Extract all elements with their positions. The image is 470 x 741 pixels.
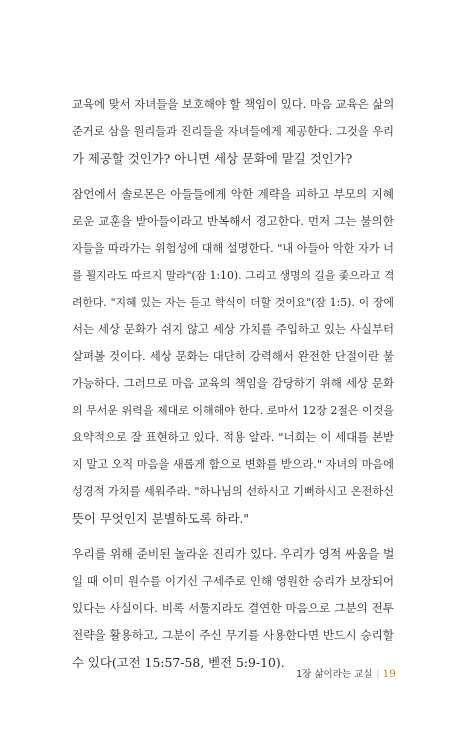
text-line: 를 꾈지라도 따르지 말라"(잠 1:10). 그리고 생명의 길을 좇으라고 격 xyxy=(72,269,395,282)
page-body xyxy=(72,91,394,685)
footer-separator: | xyxy=(376,669,380,680)
text-line: 전략을 활용하고, 그분이 주신 무기를 사용한다면 반드시 승리할 xyxy=(72,628,394,642)
text-line: 준거로 삼을 원리들과 진리들을 자녀들에게 제공한다. 그것을 우리 xyxy=(72,125,394,138)
text-line: 지 말고 오직 마음을 새롭게 함으로 변화를 받으라." 자녀의 마음에 xyxy=(72,458,394,471)
text-line: 수 있다(고전 15:57-58, 벧전 5:9-10). xyxy=(72,655,285,670)
text-line: 잠언에서 솔로몬은 아들들에게 악한 계략을 피하고 부모의 지혜 xyxy=(72,187,394,201)
paragraph-3 xyxy=(72,541,394,676)
paragraph-2 xyxy=(72,181,394,532)
text-line: 가능하다. 그러므로 마음 교육의 책임을 감당하기 위해 세상 문화 xyxy=(72,376,394,390)
text-line: 성경적 가치를 세워주라. "하나님의 선하시고 기뻐하시고 온전하신 xyxy=(72,485,394,498)
text-line: 있다는 사실이다. 비록 서툴지라도 결연한 마음으로 그분의 전투 xyxy=(72,601,394,615)
chapter-title: 1장 삶이라는 교실 xyxy=(296,669,373,680)
text-line: 요약적으로 잘 표현하고 있다. 적용 알라. "너희는 이 세대를 본받 xyxy=(72,430,394,444)
running-footer xyxy=(296,666,396,680)
text-line: 자들을 따라가는 위험성에 대해 설명한다. "내 아들아 악한 자가 너 xyxy=(72,242,394,255)
text-line: 가 제공할 것인가? 아니면 세상 문화에 맡길 것인가? xyxy=(72,151,353,166)
text-line: 려한다. "지혜 있는 자는 듣고 학식이 더할 것이요"(잠 1:5). 이 장에 xyxy=(72,296,394,309)
text-line: 교육에 맞서 자녀들을 보호해야 할 책임이 있다. 마음 교육은 삶의 xyxy=(72,97,395,111)
text-line: 서는 세상 문화가 쉬지 않고 세상 가치를 주입하고 있는 사실부터 xyxy=(72,322,394,336)
page-number: 19 xyxy=(382,668,396,680)
paragraph-1 xyxy=(72,91,394,172)
text-line: 의 무서운 위력을 제대로 이해해야 한다. 로마서 12장 2절은 이것을 xyxy=(72,404,394,417)
text-line: 살펴볼 것이다. 세상 문화는 대단히 강력해서 완전한 단절이란 불 xyxy=(72,349,394,363)
text-line: 우리를 위해 준비된 놀라운 진리가 있다. 우리가 영적 싸움을 벌 xyxy=(72,547,395,561)
text-line: 일 때 이미 원수를 이기신 구세주로 인해 영원한 승리가 보장되어 xyxy=(72,574,394,588)
text-line: 로운 교훈을 받아들이라고 반복해서 경고한다. 먼저 그는 불의한 xyxy=(72,214,394,228)
text-line: 뜻이 무엇인지 분별하도록 하라." xyxy=(72,511,250,526)
